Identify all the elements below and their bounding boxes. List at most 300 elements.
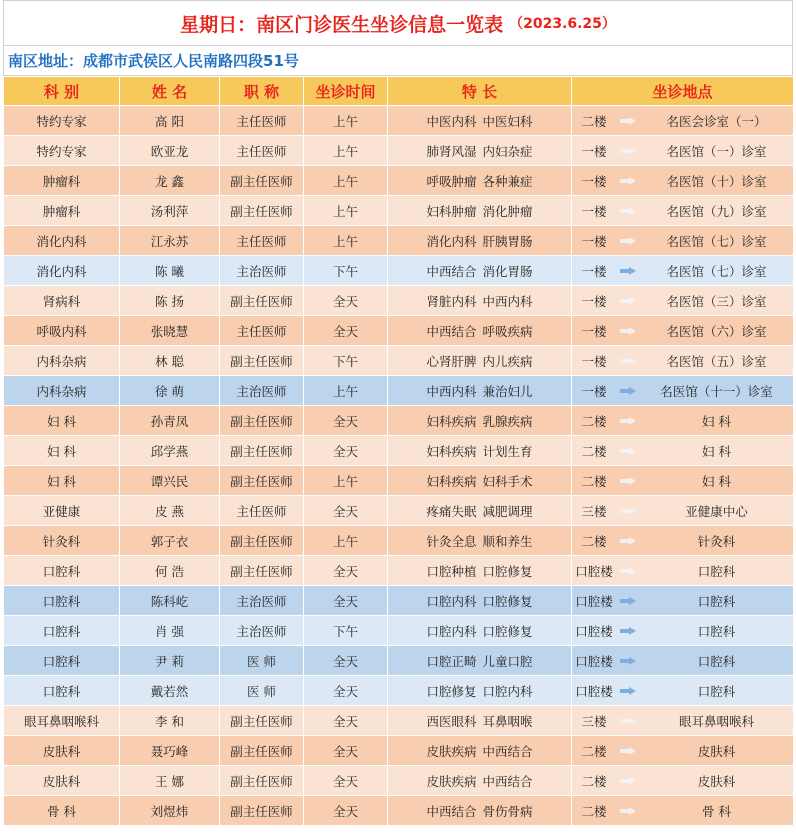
cell-dept: 呼吸内科 [4, 316, 120, 346]
specialty-secondary: 口腔修复 [482, 563, 533, 579]
specialty-secondary: 呼吸疾病 [482, 323, 533, 339]
table-row [4, 736, 794, 766]
table-row [4, 616, 794, 646]
cell-time: 下午 [304, 616, 388, 646]
page-date: （2023.6.25） [509, 16, 616, 32]
cell-title: 主治医师 [220, 376, 304, 406]
cell-dept: 骨 科 [4, 796, 120, 826]
cell-title: 主治医师 [220, 256, 304, 286]
cell-time: 全天 [304, 406, 388, 436]
specialty-primary: 肺肾风湿 [426, 143, 477, 159]
arrow-right-icon [620, 327, 636, 335]
location-floor: 一楼 [581, 173, 607, 189]
location-room: 名医馆（三）诊室 [666, 293, 767, 309]
cell-time: 上午 [304, 106, 388, 136]
cell-title: 副主任医师 [220, 526, 304, 556]
location-room: 口腔科 [697, 683, 736, 699]
header-dept: 科 别 [4, 77, 120, 106]
location-floor: 二楼 [581, 773, 607, 789]
cell-location [572, 376, 794, 406]
location-room: 名医馆（一）诊室 [666, 143, 767, 159]
specialty-secondary: 口腔内科 [482, 683, 533, 699]
table-row [4, 376, 794, 406]
cell-dept: 妇 科 [4, 406, 120, 436]
cell-specialty [388, 736, 572, 766]
cell-title: 主任医师 [220, 316, 304, 346]
specialty-primary: 皮肤疾病 [426, 773, 477, 789]
cell-dept: 肿瘤科 [4, 196, 120, 226]
cell-time: 上午 [304, 526, 388, 556]
location-room: 口腔科 [697, 653, 736, 669]
arrow-right-icon [620, 237, 636, 245]
cell-title: 副主任医师 [220, 406, 304, 436]
cell-title: 主任医师 [220, 226, 304, 256]
location-room: 名医馆（十一）诊室 [660, 383, 773, 399]
cell-time: 上午 [304, 226, 388, 256]
cell-time: 全天 [304, 286, 388, 316]
cell-specialty [388, 496, 572, 526]
cell-specialty [388, 226, 572, 256]
cell-name: 李 和 [120, 706, 220, 736]
specialty-secondary: 消化胃肠 [482, 263, 533, 279]
cell-location [572, 556, 794, 586]
arrow-right-icon [620, 627, 636, 635]
cell-dept: 皮肤科 [4, 766, 120, 796]
arrow-right-icon [620, 597, 636, 605]
location-room: 名医馆（七）诊室 [666, 233, 767, 249]
cell-specialty [388, 166, 572, 196]
cell-name: 龙 鑫 [120, 166, 220, 196]
cell-location [572, 466, 794, 496]
arrow-right-icon [620, 387, 636, 395]
arrow-right-icon [620, 117, 636, 125]
location-room: 名医馆（五）诊室 [666, 353, 767, 369]
location-floor: 三楼 [581, 713, 607, 729]
cell-dept: 亚健康 [4, 496, 120, 526]
cell-location [572, 106, 794, 136]
specialty-primary: 疼痛失眠 [426, 503, 477, 519]
location-floor: 口腔楼 [575, 653, 613, 669]
location-room: 名医会诊室（一） [666, 113, 767, 129]
cell-specialty [388, 526, 572, 556]
cell-specialty [388, 616, 572, 646]
location-floor: 二楼 [581, 443, 607, 459]
cell-time: 上午 [304, 196, 388, 226]
specialty-secondary: 内妇杂症 [482, 143, 533, 159]
header-specialty: 特 长 [388, 77, 572, 106]
cell-dept: 口腔科 [4, 616, 120, 646]
cell-name: 陈科屹 [120, 586, 220, 616]
location-floor: 一楼 [581, 353, 607, 369]
cell-dept: 口腔科 [4, 586, 120, 616]
cell-name: 欧亚龙 [120, 136, 220, 166]
cell-location [572, 586, 794, 616]
cell-dept: 妇 科 [4, 466, 120, 496]
cell-time: 上午 [304, 376, 388, 406]
specialty-secondary: 乳腺疾病 [482, 413, 533, 429]
cell-title: 医 师 [220, 646, 304, 676]
cell-location [572, 196, 794, 226]
location-room: 眼耳鼻咽喉科 [678, 713, 754, 729]
specialty-primary: 中西内科 [426, 383, 477, 399]
address-text: 南区地址：成都市武侯区人民南路四段51号 [8, 52, 299, 70]
cell-name: 戴若然 [120, 676, 220, 706]
specialty-primary: 中西结合 [426, 803, 477, 819]
cell-time: 全天 [304, 556, 388, 586]
table-row [4, 646, 794, 676]
location-floor: 口腔楼 [575, 623, 613, 639]
specialty-secondary: 中医妇科 [482, 113, 533, 129]
cell-name: 邱学燕 [120, 436, 220, 466]
specialty-primary: 西医眼科 [426, 713, 477, 729]
cell-specialty [388, 406, 572, 436]
arrow-right-icon [620, 717, 636, 725]
cell-location [572, 706, 794, 736]
cell-specialty [388, 796, 572, 826]
arrow-right-icon [620, 507, 636, 515]
location-floor: 二楼 [581, 113, 607, 129]
cell-specialty [388, 676, 572, 706]
cell-name: 肖 强 [120, 616, 220, 646]
cell-title: 副主任医师 [220, 166, 304, 196]
specialty-secondary: 中西内科 [482, 293, 533, 309]
specialty-secondary: 各种兼症 [482, 173, 533, 189]
header-row [4, 77, 794, 106]
cell-name: 谭兴民 [120, 466, 220, 496]
cell-name: 汤利萍 [120, 196, 220, 226]
cell-time: 下午 [304, 346, 388, 376]
location-room: 皮肤科 [697, 773, 736, 789]
specialty-secondary: 消化肿瘤 [482, 203, 533, 219]
arrow-right-icon [620, 297, 636, 305]
arrow-right-icon [620, 747, 636, 755]
table-row [4, 676, 794, 706]
cell-specialty [388, 196, 572, 226]
cell-specialty [388, 646, 572, 676]
specialty-primary: 妇科肿瘤 [426, 203, 477, 219]
location-floor: 三楼 [581, 503, 607, 519]
cell-title: 副主任医师 [220, 196, 304, 226]
cell-location [572, 136, 794, 166]
cell-location [572, 226, 794, 256]
table-row [4, 436, 794, 466]
cell-specialty [388, 136, 572, 166]
specialty-secondary: 肝胰胃肠 [482, 233, 533, 249]
cell-specialty [388, 316, 572, 346]
arrow-right-icon [620, 687, 636, 695]
location-room: 妇 科 [702, 443, 731, 459]
table-row [4, 556, 794, 586]
specialty-secondary: 儿童口腔 [482, 653, 533, 669]
table-row [4, 226, 794, 256]
location-room: 妇 科 [702, 473, 731, 489]
cell-specialty [388, 376, 572, 406]
location-room: 皮肤科 [697, 743, 736, 759]
arrow-right-icon [620, 807, 636, 815]
location-floor: 一楼 [581, 233, 607, 249]
cell-dept: 特约专家 [4, 136, 120, 166]
specialty-primary: 消化内科 [426, 233, 477, 249]
specialty-secondary: 口腔修复 [482, 623, 533, 639]
cell-location [572, 766, 794, 796]
cell-title: 医 师 [220, 676, 304, 706]
cell-time: 上午 [304, 466, 388, 496]
cell-dept: 特约专家 [4, 106, 120, 136]
cell-dept: 消化内科 [4, 226, 120, 256]
arrow-right-icon [620, 147, 636, 155]
cell-specialty [388, 466, 572, 496]
location-floor: 一楼 [581, 293, 607, 309]
arrow-right-icon [620, 567, 636, 575]
cell-time: 全天 [304, 496, 388, 526]
cell-name: 林 聪 [120, 346, 220, 376]
location-floor: 二楼 [581, 803, 607, 819]
table-row [4, 256, 794, 286]
cell-dept: 肿瘤科 [4, 166, 120, 196]
table-row [4, 586, 794, 616]
specialty-secondary: 中西结合 [482, 773, 533, 789]
cell-specialty [388, 436, 572, 466]
location-floor: 二楼 [581, 533, 607, 549]
table-row [4, 796, 794, 826]
arrow-right-icon [620, 657, 636, 665]
cell-specialty [388, 106, 572, 136]
table-row [4, 286, 794, 316]
location-floor: 一楼 [581, 143, 607, 159]
arrow-right-icon [620, 207, 636, 215]
specialty-secondary: 兼治妇儿 [482, 383, 533, 399]
header-time: 坐诊时间 [304, 77, 388, 106]
location-floor: 二楼 [581, 743, 607, 759]
page-title: 星期日：南区门诊医生坐诊信息一览表 [180, 13, 504, 36]
specialty-primary: 皮肤疾病 [426, 743, 477, 759]
cell-title: 主治医师 [220, 586, 304, 616]
cell-dept: 口腔科 [4, 676, 120, 706]
table-row [4, 526, 794, 556]
location-room: 口腔科 [697, 623, 736, 639]
cell-time: 上午 [304, 136, 388, 166]
address-row [3, 45, 793, 76]
specialty-primary: 呼吸肿瘤 [426, 173, 477, 189]
cell-specialty [388, 586, 572, 616]
cell-name: 陈 扬 [120, 286, 220, 316]
cell-title: 主任医师 [220, 106, 304, 136]
location-floor: 一楼 [581, 323, 607, 339]
cell-time: 全天 [304, 796, 388, 826]
cell-dept: 内科杂病 [4, 346, 120, 376]
cell-title: 副主任医师 [220, 466, 304, 496]
cell-dept: 眼耳鼻咽喉科 [4, 706, 120, 736]
location-floor: 一楼 [581, 383, 607, 399]
arrow-right-icon [620, 477, 636, 485]
header-location: 坐诊地点 [572, 77, 794, 106]
table-row [4, 316, 794, 346]
cell-specialty [388, 766, 572, 796]
location-room: 骨 科 [702, 803, 731, 819]
arrow-right-icon [620, 177, 636, 185]
cell-name: 刘煜炜 [120, 796, 220, 826]
cell-title: 副主任医师 [220, 436, 304, 466]
specialty-primary: 针灸全息 [426, 533, 477, 549]
cell-dept: 口腔科 [4, 556, 120, 586]
cell-name: 江永苏 [120, 226, 220, 256]
cell-name: 孙青凤 [120, 406, 220, 436]
specialty-primary: 中西结合 [426, 263, 477, 279]
cell-specialty [388, 346, 572, 376]
cell-time: 全天 [304, 706, 388, 736]
cell-specialty [388, 556, 572, 586]
cell-name: 何 浩 [120, 556, 220, 586]
cell-title: 副主任医师 [220, 556, 304, 586]
cell-location [572, 346, 794, 376]
cell-specialty [388, 706, 572, 736]
table-row [4, 706, 794, 736]
cell-time: 全天 [304, 736, 388, 766]
specialty-primary: 中医内科 [426, 113, 477, 129]
arrow-right-icon [620, 417, 636, 425]
specialty-primary: 口腔种植 [426, 563, 477, 579]
table-row [4, 106, 794, 136]
specialty-secondary: 减肥调理 [482, 503, 533, 519]
cell-location [572, 406, 794, 436]
cell-title: 主治医师 [220, 616, 304, 646]
specialty-secondary: 内儿疾病 [482, 353, 533, 369]
table-row [4, 406, 794, 436]
location-room: 妇 科 [702, 413, 731, 429]
cell-dept: 内科杂病 [4, 376, 120, 406]
cell-dept: 针灸科 [4, 526, 120, 556]
table-row [4, 196, 794, 226]
cell-location [572, 796, 794, 826]
specialty-secondary: 耳鼻咽喉 [482, 713, 533, 729]
specialty-primary: 口腔正畸 [426, 653, 477, 669]
table-body [4, 106, 794, 826]
cell-specialty [388, 256, 572, 286]
arrow-right-icon [620, 537, 636, 545]
cell-location [572, 256, 794, 286]
cell-time: 下午 [304, 256, 388, 286]
cell-title: 副主任医师 [220, 346, 304, 376]
location-room: 名医馆（七）诊室 [666, 263, 767, 279]
cell-location [572, 316, 794, 346]
arrow-right-icon [620, 267, 636, 275]
cell-time: 全天 [304, 586, 388, 616]
cell-title: 副主任医师 [220, 706, 304, 736]
specialty-primary: 口腔内科 [426, 623, 477, 639]
location-floor: 口腔楼 [575, 683, 613, 699]
arrow-right-icon [620, 357, 636, 365]
arrow-right-icon [620, 777, 636, 785]
table-row [4, 136, 794, 166]
location-room: 名医馆（六）诊室 [666, 323, 767, 339]
cell-time: 全天 [304, 676, 388, 706]
cell-location [572, 616, 794, 646]
cell-time: 全天 [304, 316, 388, 346]
cell-specialty [388, 286, 572, 316]
title-row [3, 0, 793, 45]
table-row [4, 766, 794, 796]
location-room: 名医馆（九）诊室 [666, 203, 767, 219]
cell-name: 皮 燕 [120, 496, 220, 526]
cell-name: 王 娜 [120, 766, 220, 796]
cell-name: 陈 曦 [120, 256, 220, 286]
cell-name: 张晓慧 [120, 316, 220, 346]
cell-time: 上午 [304, 166, 388, 196]
cell-dept: 皮肤科 [4, 736, 120, 766]
location-room: 口腔科 [697, 593, 736, 609]
cell-time: 全天 [304, 766, 388, 796]
schedule-table [3, 76, 794, 826]
location-floor: 口腔楼 [575, 563, 613, 579]
cell-title: 主任医师 [220, 496, 304, 526]
location-room: 亚健康中心 [685, 503, 748, 519]
cell-title: 副主任医师 [220, 736, 304, 766]
cell-dept: 消化内科 [4, 256, 120, 286]
specialty-primary: 中西结合 [426, 323, 477, 339]
cell-title: 副主任医师 [220, 766, 304, 796]
cell-location [572, 286, 794, 316]
specialty-primary: 肾脏内科 [426, 293, 477, 309]
specialty-primary: 口腔修复 [426, 683, 477, 699]
cell-location [572, 736, 794, 766]
specialty-primary: 妇科疾病 [426, 473, 477, 489]
table-row [4, 166, 794, 196]
specialty-secondary: 妇科手术 [482, 473, 533, 489]
header-title: 职 称 [220, 77, 304, 106]
table-row [4, 496, 794, 526]
table-row [4, 466, 794, 496]
location-floor: 二楼 [581, 413, 607, 429]
specialty-primary: 口腔内科 [426, 593, 477, 609]
specialty-secondary: 顺和养生 [482, 533, 533, 549]
arrow-right-icon [620, 447, 636, 455]
location-floor: 二楼 [581, 473, 607, 489]
cell-location [572, 646, 794, 676]
location-floor: 口腔楼 [575, 593, 613, 609]
cell-location [572, 676, 794, 706]
cell-title: 副主任医师 [220, 286, 304, 316]
cell-name: 尹 莉 [120, 646, 220, 676]
specialty-primary: 妇科疾病 [426, 413, 477, 429]
cell-time: 全天 [304, 646, 388, 676]
cell-name: 高 阳 [120, 106, 220, 136]
cell-title: 主任医师 [220, 136, 304, 166]
cell-dept: 口腔科 [4, 646, 120, 676]
table-row [4, 346, 794, 376]
cell-name: 聂巧峰 [120, 736, 220, 766]
specialty-primary: 妇科疾病 [426, 443, 477, 459]
header-name: 姓 名 [120, 77, 220, 106]
cell-location [572, 166, 794, 196]
specialty-secondary: 计划生育 [482, 443, 533, 459]
cell-title: 副主任医师 [220, 796, 304, 826]
location-room: 针灸科 [697, 533, 736, 549]
location-floor: 一楼 [581, 203, 607, 219]
cell-name: 郭子衣 [120, 526, 220, 556]
cell-location [572, 496, 794, 526]
specialty-secondary: 中西结合 [482, 743, 533, 759]
cell-dept: 肾病科 [4, 286, 120, 316]
cell-location [572, 436, 794, 466]
location-room: 名医馆（十）诊室 [666, 173, 767, 189]
schedule-sheet [3, 0, 793, 826]
cell-dept: 妇 科 [4, 436, 120, 466]
location-floor: 一楼 [581, 263, 607, 279]
cell-time: 全天 [304, 436, 388, 466]
specialty-primary: 心肾肝脾 [426, 353, 477, 369]
location-room: 口腔科 [697, 563, 736, 579]
specialty-secondary: 口腔修复 [482, 593, 533, 609]
